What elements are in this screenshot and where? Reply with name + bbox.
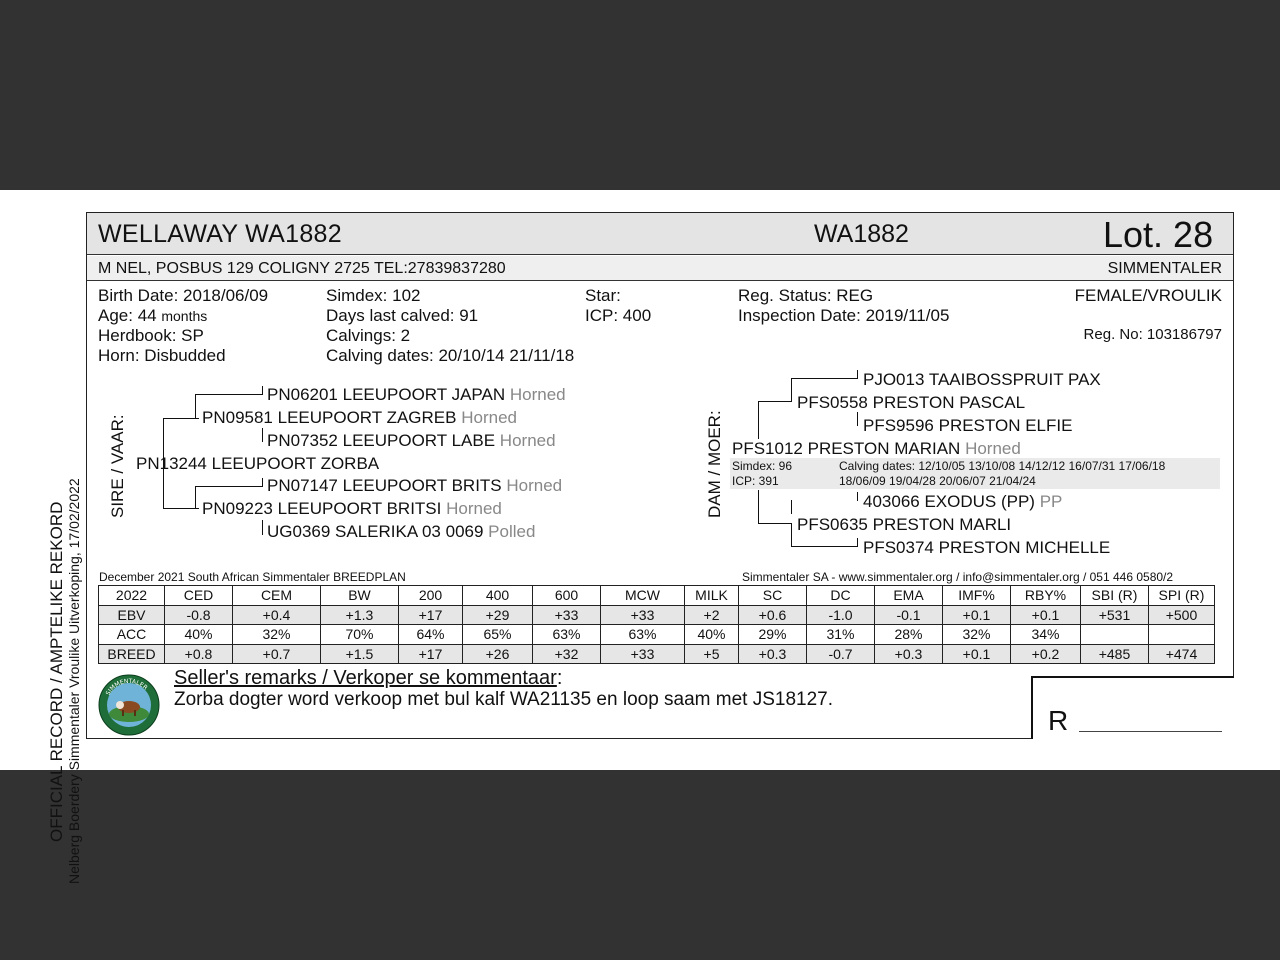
dd-bracket xyxy=(791,523,792,546)
table-cell: SC xyxy=(739,586,807,606)
table-cell: 34% xyxy=(1011,625,1081,645)
reg-number: Reg. No: 103186797 xyxy=(1083,326,1222,343)
dds-tick xyxy=(857,492,858,501)
table-cell: BW xyxy=(321,586,399,606)
table-cell xyxy=(1081,625,1149,645)
catalogue-sheet xyxy=(0,190,1280,884)
table-cell: RBY% xyxy=(1011,586,1081,606)
table-cell: +485 xyxy=(1081,644,1149,664)
sale-description: Nelberg Boerdery Simmentaler Vroulike Uitverkoping, 17/02/2022 xyxy=(66,478,82,884)
table-cell: ACC xyxy=(99,625,165,645)
table-cell: +0.3 xyxy=(875,644,943,664)
sire-dam: PN09223 LEEUPOORT BRITSI Horned xyxy=(202,499,502,518)
ebv-header-row xyxy=(99,586,1215,606)
ddd-tick xyxy=(857,538,858,547)
table-cell: +0.1 xyxy=(943,605,1011,625)
price-label: R xyxy=(1048,705,1069,736)
days-last-calved: Days last calved: 91 xyxy=(326,306,479,325)
sire-dam-sire: PN07147 LEEUPOORT BRITS Horned xyxy=(267,476,563,495)
table-cell: +474 xyxy=(1149,644,1215,664)
ss-bracket-top xyxy=(195,394,263,395)
sire-sire-sire: PN06201 LEEUPOORT JAPAN Horned xyxy=(267,385,566,404)
table-cell: 400 xyxy=(463,586,533,606)
table-cell: +17 xyxy=(399,605,463,625)
table-cell: CEM xyxy=(233,586,321,606)
dam-dam-sire: 403066 EXODUS (PP) PP xyxy=(863,492,1063,511)
dam-calving-dates-2: 18/06/09 19/04/28 20/06/07 21/04/24 xyxy=(839,474,1036,488)
table-cell: BREED xyxy=(99,644,165,664)
table-cell: 40% xyxy=(685,625,739,645)
table-cell: 600 xyxy=(533,586,601,606)
ss-bracket xyxy=(195,394,196,418)
sire-sire: PN09581 LEEUPOORT ZAGREB Horned xyxy=(202,408,517,427)
ebv-table xyxy=(98,585,1215,664)
table-cell: 65% xyxy=(463,625,533,645)
owner-info: M NEL, POSBUS 129 COLIGNY 2725 TEL:27839837280 xyxy=(98,260,506,277)
official-record-label: OFFICIAL RECORD / AMPTELIKE REKORD xyxy=(47,501,66,842)
simmentaler-logo-icon xyxy=(98,674,160,736)
table-cell: DC xyxy=(807,586,875,606)
table-cell: -1.0 xyxy=(807,605,875,625)
table-cell: +5 xyxy=(685,644,739,664)
age-unit: months xyxy=(161,308,208,324)
ds-bracket-top xyxy=(791,378,858,379)
table-cell: +29 xyxy=(463,605,533,625)
table-cell: +0.4 xyxy=(233,605,321,625)
table-cell: 29% xyxy=(739,625,807,645)
dam-sire-sire: PJO013 TAAIBOSSPRUIT PAX xyxy=(863,370,1101,389)
age-value: Age: 44 xyxy=(98,306,157,325)
table-cell: +0.6 xyxy=(739,605,807,625)
sex: FEMALE/VROULIK xyxy=(1074,286,1222,305)
dam-simdex: Simdex: 96 xyxy=(732,459,793,473)
table-cell: +26 xyxy=(463,644,533,664)
herdbook: Herdbook: SP xyxy=(98,326,204,345)
dam-dam-dam: PFS0374 PRESTON MICHELLE xyxy=(863,538,1111,557)
table-cell: 63% xyxy=(601,625,685,645)
table-cell: 32% xyxy=(943,625,1011,645)
remarks-text: Zorba dogter word verkoop met bul kalf WA21135 en loop saam met JS18127. xyxy=(174,689,834,710)
acc-row xyxy=(99,625,1215,645)
table-cell: 31% xyxy=(807,625,875,645)
table-cell: -0.8 xyxy=(165,605,233,625)
table-cell: +1.5 xyxy=(321,644,399,664)
table-cell: +32 xyxy=(533,644,601,664)
animal-name: WELLAWAY WA1882 xyxy=(98,220,342,248)
table-cell: +33 xyxy=(533,605,601,625)
table-cell: +0.2 xyxy=(1011,644,1081,664)
table-cell: IMF% xyxy=(943,586,1011,606)
table-cell: CED xyxy=(165,586,233,606)
inspection-date: Inspection Date: 2019/11/05 xyxy=(738,306,950,325)
table-cell: 32% xyxy=(233,625,321,645)
dam-sire: PFS0558 PRESTON PASCAL xyxy=(797,393,1026,412)
table-cell: MCW xyxy=(601,586,685,606)
remarks-title: Seller's remarks / Verkoper se kommentaar: xyxy=(174,667,563,689)
table-cell: +0.1 xyxy=(1011,605,1081,625)
simdex: Simdex: 102 xyxy=(326,286,421,305)
dam-name: PFS1012 PRESTON MARIAN Horned xyxy=(732,439,1021,458)
dsd-bracket xyxy=(857,412,858,426)
sire-label: SIRE / VAAR: xyxy=(108,414,127,518)
dam-bracket-upper xyxy=(758,401,759,439)
sd-bracket xyxy=(195,486,196,508)
sire-bracket-top xyxy=(163,418,199,419)
dam-bracket-upper-top xyxy=(758,401,792,402)
breedplan-contact: Simmentaler SA - www.simmentaler.org / info@simmentaler.org / 051 446 0580/2 xyxy=(742,570,1174,584)
table-cell: +0.3 xyxy=(739,644,807,664)
ss-bracket-mid xyxy=(262,386,263,395)
table-cell: +33 xyxy=(601,605,685,625)
sire-bracket-bottom xyxy=(163,508,199,509)
table-cell: EBV xyxy=(99,605,165,625)
price-field-line[interactable] xyxy=(1079,731,1222,732)
table-cell: +500 xyxy=(1149,605,1215,625)
table-cell: -0.7 xyxy=(807,644,875,664)
sire-sire-dam: PN07352 LEEUPOORT LABE Horned xyxy=(267,431,556,450)
table-cell: +33 xyxy=(601,644,685,664)
calving-dates: Calving dates: 20/10/14 21/11/18 xyxy=(326,346,575,365)
animal-code: WA1882 xyxy=(814,220,909,248)
table-cell: -0.1 xyxy=(875,605,943,625)
svg-text:SIMMENTALER: SIMMENTALER xyxy=(104,677,149,697)
table-cell: MILK xyxy=(685,586,739,606)
calvings: Calvings: 2 xyxy=(326,326,411,345)
sd-bracket-top xyxy=(195,486,263,487)
breedplan-title: December 2021 South African Simmentaler BREEDPLAN xyxy=(99,570,406,584)
table-cell: +17 xyxy=(399,644,463,664)
breed: SIMMENTALER xyxy=(1107,260,1222,277)
table-cell: +0.8 xyxy=(165,644,233,664)
table-cell: 28% xyxy=(875,625,943,645)
dam-icp: ICP: 391 xyxy=(732,474,779,488)
table-cell: 2022 xyxy=(99,586,165,606)
sdd-bracket xyxy=(262,520,263,535)
birth-date: Birth Date: 2018/06/09 xyxy=(98,286,269,305)
sds-tick xyxy=(262,478,263,487)
table-cell: 64% xyxy=(399,625,463,645)
table-cell xyxy=(1149,625,1215,645)
table-cell: +531 xyxy=(1081,605,1149,625)
dam-dam: PFS0635 PRESTON MARLI xyxy=(797,515,1012,534)
table-cell: 70% xyxy=(321,625,399,645)
table-cell: 63% xyxy=(533,625,601,645)
dss-tick xyxy=(857,370,858,379)
table-cell: 200 xyxy=(399,586,463,606)
table-cell: +2 xyxy=(685,605,739,625)
star: Star: xyxy=(585,286,621,305)
horn-status: Horn: Disbudded xyxy=(98,346,226,365)
dam-label: DAM / MOER: xyxy=(705,410,724,518)
dam-bracket-lower xyxy=(758,490,759,524)
table-cell: SBI (R) xyxy=(1081,586,1149,606)
age xyxy=(98,306,207,326)
dam-calving-dates-1: Calving dates: 12/10/05 13/10/08 14/12/12 16/07/31 17/06/18 xyxy=(839,459,1166,473)
dd-bracket-bottom xyxy=(791,546,858,547)
sire-name: PN13244 LEEUPOORT ZORBA xyxy=(136,454,380,473)
icp: ICP: 400 xyxy=(585,306,652,325)
table-cell: +1.3 xyxy=(321,605,399,625)
table-cell: SPI (R) xyxy=(1149,586,1215,606)
ebv-row xyxy=(99,605,1215,625)
table-cell: +0.7 xyxy=(233,644,321,664)
sire-dam-dam: UG0369 SALERIKA 03 0069 Polled xyxy=(267,522,536,541)
dam-bracket-lower-bottom xyxy=(758,523,792,524)
table-cell: +0.1 xyxy=(943,644,1011,664)
dd-bracket-top xyxy=(791,500,792,514)
reg-status: Reg. Status: REG xyxy=(738,286,874,305)
lot-number: Lot. 28 xyxy=(1103,214,1214,255)
breed-row xyxy=(99,644,1215,664)
table-cell: EMA xyxy=(875,586,943,606)
ssd-bracket xyxy=(262,428,263,442)
ds-bracket xyxy=(791,378,792,401)
table-cell: 40% xyxy=(165,625,233,645)
dam-sire-dam: PFS9596 PRESTON ELFIE xyxy=(863,416,1073,435)
